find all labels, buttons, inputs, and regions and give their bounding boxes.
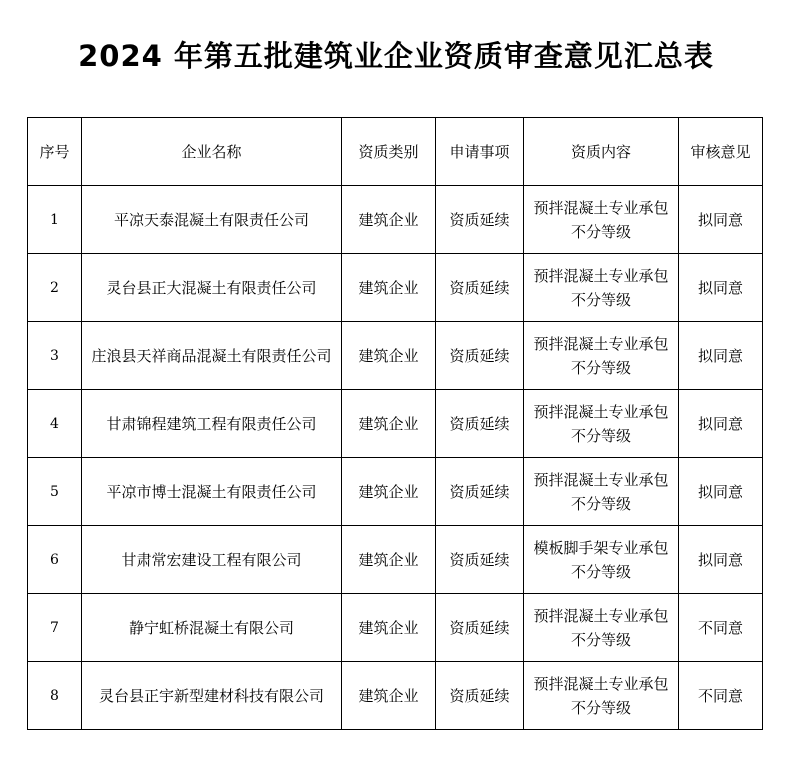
company-name-cell: 平凉天泰混凝土有限责任公司	[82, 186, 342, 254]
company-name-cell: 灵台县正大混凝土有限责任公司	[82, 254, 342, 322]
application-item-cell: 资质延续	[436, 526, 524, 594]
qualification-content-cell: 预拌混凝土专业承包不分等级	[524, 594, 679, 662]
serial-number-cell: 1	[28, 186, 82, 254]
qualification-content-cell: 预拌混凝土专业承包不分等级	[524, 186, 679, 254]
serial-number-cell: 6	[28, 526, 82, 594]
company-name-cell: 甘肃常宏建设工程有限公司	[82, 526, 342, 594]
serial-number-cell: 2	[28, 254, 82, 322]
qualification-category-cell: 建筑企业	[342, 322, 436, 390]
qualification-category-cell: 建筑企业	[342, 390, 436, 458]
application-item-cell: 资质延续	[436, 662, 524, 730]
application-item-cell: 资质延续	[436, 390, 524, 458]
table-row	[28, 662, 763, 730]
header-company-name: 企业名称	[82, 118, 342, 186]
qualification-category-cell: 建筑企业	[342, 458, 436, 526]
serial-number-cell: 3	[28, 322, 82, 390]
review-opinion-cell: 拟同意	[679, 458, 763, 526]
application-item-cell: 资质延续	[436, 186, 524, 254]
application-item-cell: 资质延续	[436, 254, 524, 322]
qualification-content-cell: 预拌混凝土专业承包不分等级	[524, 322, 679, 390]
table-row	[28, 186, 763, 254]
qualification-category-cell: 建筑企业	[342, 254, 436, 322]
company-name-cell: 灵台县正宇新型建材科技有限公司	[82, 662, 342, 730]
table-row	[28, 594, 763, 662]
qualification-category-cell: 建筑企业	[342, 186, 436, 254]
qualification-content-cell: 预拌混凝土专业承包不分等级	[524, 458, 679, 526]
header-review-opinion: 审核意见	[679, 118, 763, 186]
table-row	[28, 526, 763, 594]
header-application-item: 申请事项	[436, 118, 524, 186]
review-opinion-cell: 拟同意	[679, 322, 763, 390]
header-qualification-category: 资质类别	[342, 118, 436, 186]
header-serial-number: 序号	[28, 118, 82, 186]
table-row	[28, 390, 763, 458]
company-name-cell: 庄浪县天祥商品混凝土有限责任公司	[82, 322, 342, 390]
serial-number-cell: 8	[28, 662, 82, 730]
qualification-content-cell: 预拌混凝土专业承包不分等级	[524, 254, 679, 322]
review-opinion-cell: 不同意	[679, 594, 763, 662]
company-name-cell: 静宁虹桥混凝土有限公司	[82, 594, 342, 662]
qualification-review-table	[27, 117, 763, 730]
serial-number-cell: 7	[28, 594, 82, 662]
table-row	[28, 458, 763, 526]
table-header-row	[28, 118, 763, 186]
serial-number-cell: 4	[28, 390, 82, 458]
review-opinion-cell: 拟同意	[679, 186, 763, 254]
qualification-content-cell: 预拌混凝土专业承包不分等级	[524, 390, 679, 458]
qualification-category-cell: 建筑企业	[342, 594, 436, 662]
qualification-category-cell: 建筑企业	[342, 526, 436, 594]
company-name-cell: 平凉市博士混凝土有限责任公司	[82, 458, 342, 526]
qualification-content-cell: 预拌混凝土专业承包不分等级	[524, 662, 679, 730]
review-opinion-cell: 不同意	[679, 662, 763, 730]
qualification-category-cell: 建筑企业	[342, 662, 436, 730]
table-row	[28, 322, 763, 390]
application-item-cell: 资质延续	[436, 322, 524, 390]
review-opinion-cell: 拟同意	[679, 390, 763, 458]
application-item-cell: 资质延续	[436, 458, 524, 526]
company-name-cell: 甘肃锦程建筑工程有限责任公司	[82, 390, 342, 458]
review-opinion-cell: 拟同意	[679, 526, 763, 594]
serial-number-cell: 5	[28, 458, 82, 526]
header-qualification-content: 资质内容	[524, 118, 679, 186]
table-row	[28, 254, 763, 322]
review-opinion-cell: 拟同意	[679, 254, 763, 322]
application-item-cell: 资质延续	[436, 594, 524, 662]
qualification-content-cell: 模板脚手架专业承包不分等级	[524, 526, 679, 594]
document-title: 2024 年第五批建筑业企业资质审查意见汇总表	[78, 39, 714, 73]
